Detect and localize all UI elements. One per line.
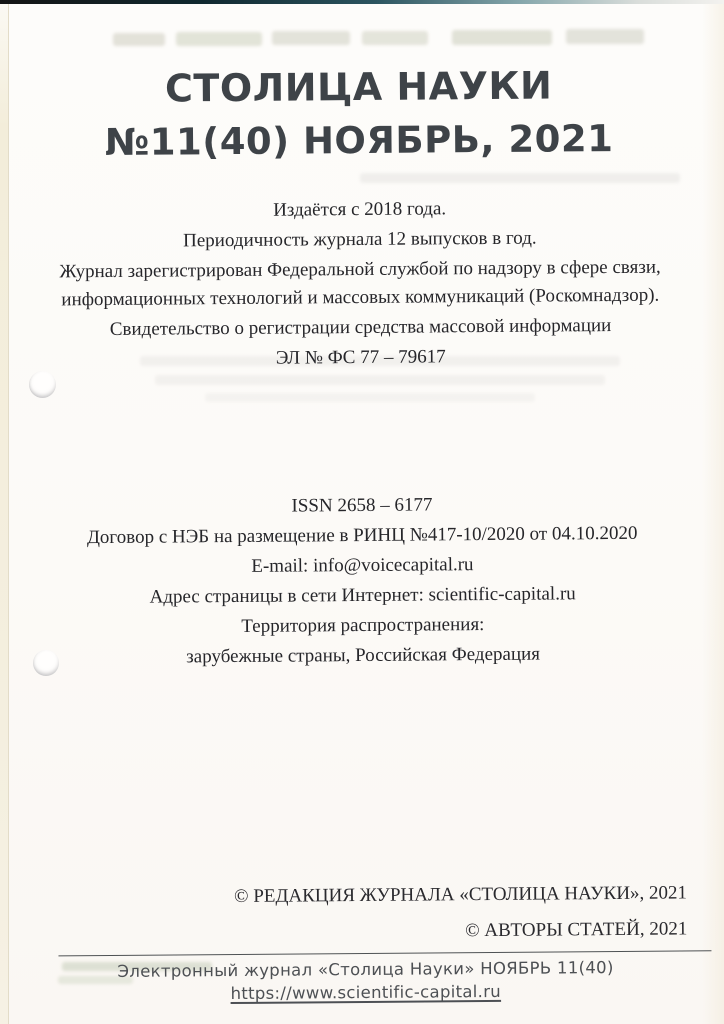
certificate-label-line: Свидетельство о регистрации средства массовой информации bbox=[109, 315, 612, 340]
registration-line: Журнал зарегистрирован Федеральной службой по надзору в сфере связи, информационных технологий и массовых коммуникаций (Роскомнадзор). bbox=[59, 256, 661, 311]
email-line: E-mail: info@voicecapital.ru bbox=[251, 554, 474, 577]
issue-details bbox=[0, 489, 724, 675]
territory-value-line: зарубежные страны, Российская Федерация bbox=[186, 643, 541, 668]
page-footer bbox=[4, 956, 724, 1007]
copyright-block bbox=[43, 879, 688, 956]
frequency-line: Периодичность журнала 12 выпусков в год. bbox=[183, 227, 537, 252]
neb-contract-line: Договор с НЭБ на размещение в РИНЦ №417-10/2020 от 04.10.2020 bbox=[86, 522, 638, 549]
website-line: Адрес страницы в сети Интернет: scientific-capital.ru bbox=[149, 583, 576, 608]
publication-info bbox=[0, 193, 723, 377]
footer-url-link[interactable]: https://www.scientific-capital.ru bbox=[230, 981, 502, 1004]
journal-title-name: СТОЛИЦА НАУКИ bbox=[164, 63, 553, 111]
founded-line: Издаётся с 2018 года. bbox=[273, 198, 447, 221]
copyright-authors-line: © АВТОРЫ СТАТЕЙ, 2021 bbox=[465, 918, 688, 942]
certificate-number-line: ЭЛ № ФС 77 – 79617 bbox=[275, 346, 446, 369]
journal-title-issue: №11(40) НОЯБРЬ, 2021 bbox=[104, 117, 614, 165]
footer-journal-line: Электронный журнал «Столица Науки» НОЯБРЬ 11(40) bbox=[117, 958, 614, 981]
issn-line: ISSN 2658 – 6177 bbox=[291, 494, 433, 517]
territory-label-line: Территория распространения: bbox=[241, 614, 485, 637]
copyright-editorial-line: © РЕДАКЦИЯ ЖУРНАЛА «СТОЛИЦА НАУКИ», 2021 bbox=[234, 882, 688, 908]
journal-title bbox=[0, 61, 721, 167]
